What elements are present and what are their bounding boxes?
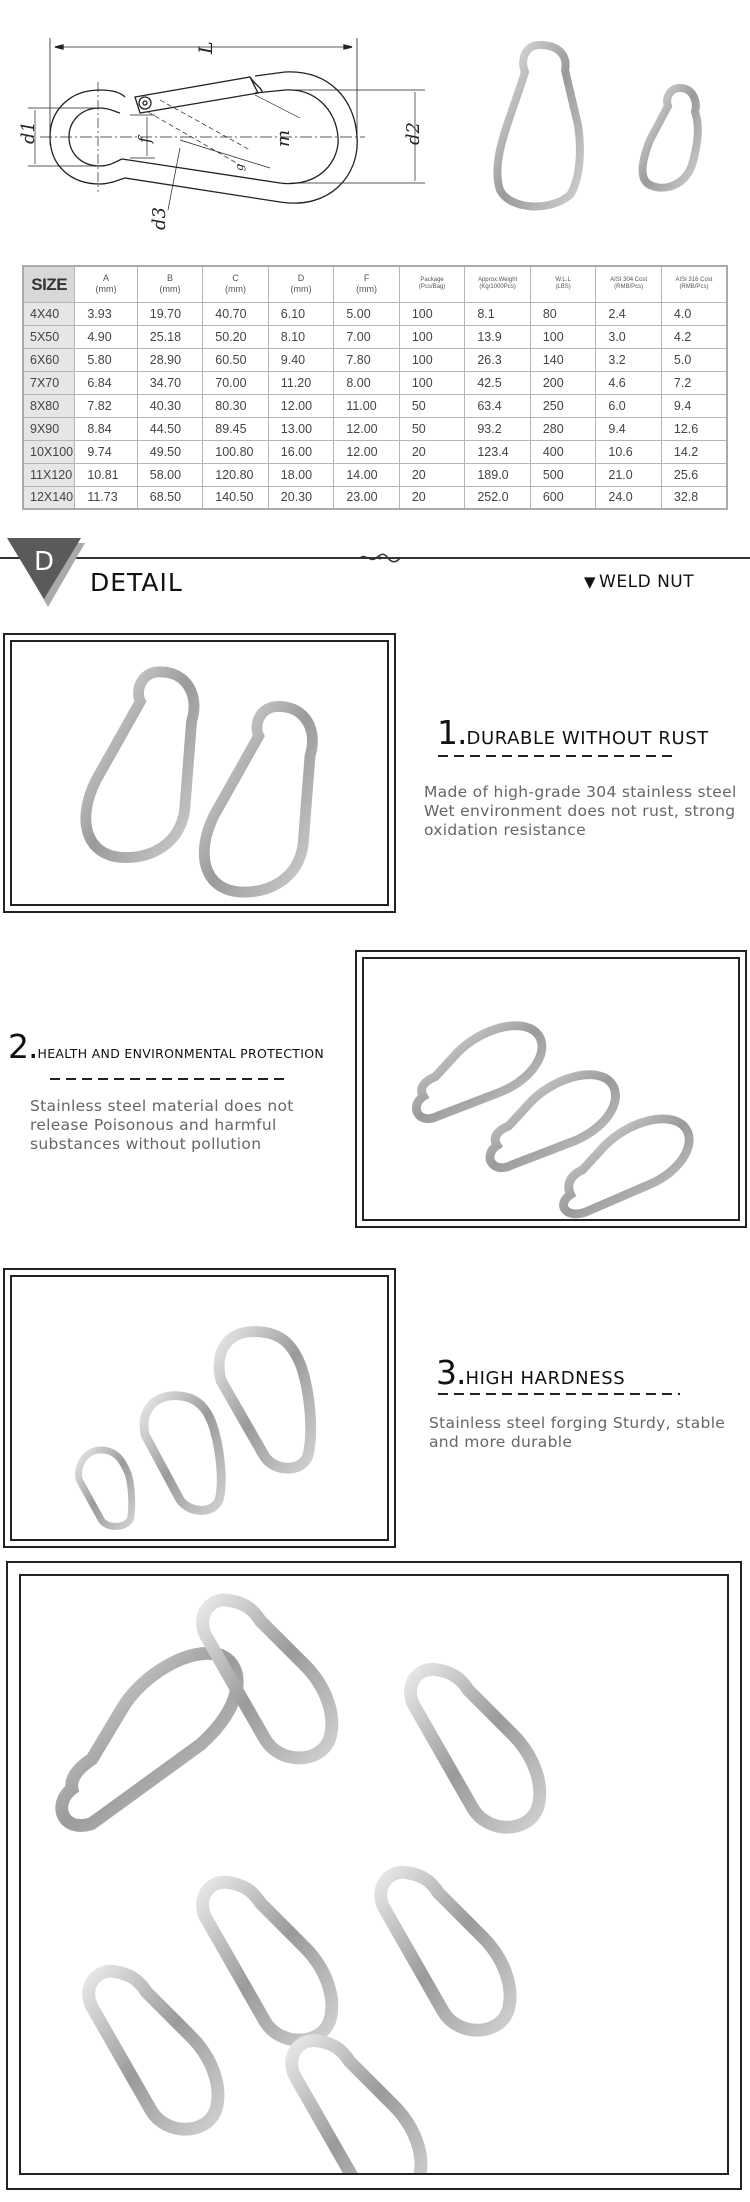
column-header-c: C (mm) (203, 266, 269, 302)
column-header-wll: W.L.L (LBS) (530, 266, 596, 302)
table-cell-D: 18.00 (268, 463, 334, 486)
table-cell-aisi316: 4.2 (661, 325, 727, 348)
table-cell-A: 8.84 (75, 417, 137, 440)
table-cell-package: 20 (399, 486, 465, 509)
product-photo-three-sizes (12, 1277, 387, 1539)
table-row (23, 371, 727, 394)
table-cell-wll: 200 (530, 371, 596, 394)
feature-description-2: Stainless steel material does not release Poisonous and harmful substances without pollution (30, 1097, 294, 1153)
feature-photo-frame-1 (3, 633, 396, 913)
svg-text:d1: d1 (18, 121, 39, 144)
table-cell-D: 16.00 (268, 440, 334, 463)
table-cell-size: 8X80 (23, 394, 75, 417)
ornament-flourish-icon (358, 550, 402, 564)
table-cell-C: 80.30 (203, 394, 269, 417)
svg-text:D: D (33, 547, 55, 577)
weld-nut-label: ▼ WELD NUT (584, 572, 695, 592)
table-cell-B: 19.70 (137, 302, 203, 325)
table-cell-aisi316: 32.8 (661, 486, 727, 509)
column-header-f: F (mm) (334, 266, 400, 302)
table-cell-C: 60.50 (203, 348, 269, 371)
table-cell-aisi316: 25.6 (661, 463, 727, 486)
triangle-down-icon: ▼ (584, 573, 597, 591)
table-cell-aisi304: 3.0 (596, 325, 662, 348)
table-cell-B: 44.50 (137, 417, 203, 440)
table-cell-package: 100 (399, 371, 465, 394)
table-cell-F: 11.00 (334, 394, 400, 417)
table-cell-wll: 500 (530, 463, 596, 486)
table-cell-D: 8.10 (268, 325, 334, 348)
table-header-row (23, 266, 727, 302)
table-cell-wll: 600 (530, 486, 596, 509)
table-cell-A: 7.82 (75, 394, 137, 417)
table-cell-wll: 100 (530, 325, 596, 348)
table-cell-A: 5.80 (75, 348, 137, 371)
table-cell-package: 100 (399, 348, 465, 371)
svg-text:d3: d3 (149, 207, 170, 230)
feature-photo-frame-3 (3, 1268, 396, 1548)
table-cell-weight: 123.4 (465, 440, 531, 463)
table-cell-D: 9.40 (268, 348, 334, 371)
dashed-underline (438, 1393, 680, 1395)
table-cell-weight: 93.2 (465, 417, 531, 440)
table-cell-aisi316: 12.6 (661, 417, 727, 440)
table-cell-D: 13.00 (268, 417, 334, 440)
table-cell-A: 9.74 (75, 440, 137, 463)
table-row (23, 463, 727, 486)
table-cell-size: 10X100 (23, 440, 75, 463)
table-cell-C: 120.80 (203, 463, 269, 486)
table-cell-A: 4.90 (75, 325, 137, 348)
table-cell-weight: 63.4 (465, 394, 531, 417)
table-cell-F: 12.00 (334, 417, 400, 440)
table-cell-aisi304: 3.2 (596, 348, 662, 371)
table-cell-F: 14.00 (334, 463, 400, 486)
column-header-b: B (mm) (137, 266, 203, 302)
feature-description-1: Made of high-grade 304 stainless steel Wet environment does not rust, strong oxidation resistance (424, 783, 737, 839)
table-row (23, 348, 727, 371)
table-cell-D: 6.10 (268, 302, 334, 325)
column-header-aisi304: AISI 304 Cost (RMB/Pcs) (596, 266, 662, 302)
product-photo-seven-carabiners (21, 1576, 727, 2173)
feature-title-2: 2.HEALTH AND ENVIRONMENTAL PROTECTION (8, 1027, 324, 1066)
table-cell-A: 3.93 (75, 302, 137, 325)
feature-title-3: 3.HIGH HARDNESS (436, 1353, 626, 1392)
feature-photo-frame-2 (355, 950, 747, 1228)
table-cell-F: 7.80 (334, 348, 400, 371)
table-cell-package: 100 (399, 325, 465, 348)
table-cell-size: 12X140 (23, 486, 75, 509)
table-cell-package: 100 (399, 302, 465, 325)
carabiner-diagram-icon (0, 0, 450, 250)
table-cell-B: 68.50 (137, 486, 203, 509)
table-cell-B: 40.30 (137, 394, 203, 417)
table-cell-B: 58.00 (137, 463, 203, 486)
table-cell-wll: 280 (530, 417, 596, 440)
table-cell-weight: 13.9 (465, 325, 531, 348)
table-cell-package: 20 (399, 440, 465, 463)
table-row (23, 417, 727, 440)
table-cell-aisi316: 7.2 (661, 371, 727, 394)
table-cell-aisi316: 9.4 (661, 394, 727, 417)
column-header-aisi316: AISI 316 Cost (RMB/Pcs) (661, 266, 727, 302)
table-cell-F: 7.00 (334, 325, 400, 348)
table-cell-size: 5X50 (23, 325, 75, 348)
column-header-weight: Approx.Weight (Kg/1000Pcs) (465, 266, 531, 302)
table-row (23, 325, 727, 348)
table-cell-weight: 189.0 (465, 463, 531, 486)
table-cell-weight: 42.5 (465, 371, 531, 394)
product-photo-three-carabiners (364, 959, 738, 1219)
table-row (23, 394, 727, 417)
table-cell-D: 12.00 (268, 394, 334, 417)
product-photo-two-carabiners (470, 30, 740, 220)
svg-text:d2: d2 (403, 122, 424, 145)
product-photo-frame-large (6, 1561, 742, 2190)
technical-drawing (0, 0, 450, 250)
table-cell-B: 49.50 (137, 440, 203, 463)
table-cell-aisi316: 14.2 (661, 440, 727, 463)
table-cell-weight: 252.0 (465, 486, 531, 509)
column-header-d: D (mm) (268, 266, 334, 302)
table-cell-weight: 26.3 (465, 348, 531, 371)
table-cell-C: 40.70 (203, 302, 269, 325)
table-cell-F: 5.00 (334, 302, 400, 325)
table-row (23, 440, 727, 463)
table-cell-aisi304: 2.4 (596, 302, 662, 325)
table-cell-A: 6.84 (75, 371, 137, 394)
section-title: DETAIL (90, 568, 183, 597)
table-cell-package: 20 (399, 463, 465, 486)
specification-table (22, 265, 728, 510)
section-badge (5, 537, 85, 607)
feature-title-1: 1.DURABLE WITHOUT RUST (437, 713, 709, 752)
table-cell-F: 12.00 (334, 440, 400, 463)
table-cell-aisi316: 4.0 (661, 302, 727, 325)
table-cell-C: 70.00 (203, 371, 269, 394)
table-cell-C: 89.45 (203, 417, 269, 440)
feature-description-3: Stainless steel forging Sturdy, stable and more durable (429, 1414, 726, 1451)
table-cell-F: 23.00 (334, 486, 400, 509)
column-header-size: SIZE (23, 266, 75, 302)
table-cell-B: 34.70 (137, 371, 203, 394)
table-cell-B: 25.18 (137, 325, 203, 348)
table-cell-wll: 400 (530, 440, 596, 463)
svg-text:g: g (233, 163, 246, 171)
table-cell-package: 50 (399, 394, 465, 417)
table-cell-aisi304: 24.0 (596, 486, 662, 509)
table-cell-aisi304: 10.6 (596, 440, 662, 463)
svg-text:f: f (135, 137, 154, 143)
table-cell-aisi316: 5.0 (661, 348, 727, 371)
table-cell-size: 4X40 (23, 302, 75, 325)
table-cell-aisi304: 6.0 (596, 394, 662, 417)
dashed-underline (438, 755, 678, 757)
product-photo-two-carabiners (12, 642, 387, 904)
table-row (23, 302, 727, 325)
dashed-underline (50, 1078, 290, 1080)
table-cell-B: 28.90 (137, 348, 203, 371)
table-cell-F: 8.00 (334, 371, 400, 394)
table-cell-wll: 250 (530, 394, 596, 417)
table-cell-A: 11.73 (75, 486, 137, 509)
table-cell-C: 140.50 (203, 486, 269, 509)
svg-text:m: m (273, 129, 294, 147)
table-cell-D: 11.20 (268, 371, 334, 394)
table-row (23, 486, 727, 509)
table-cell-aisi304: 21.0 (596, 463, 662, 486)
column-header-a: A (mm) (75, 266, 137, 302)
table-cell-size: 9X90 (23, 417, 75, 440)
table-cell-aisi304: 9.4 (596, 417, 662, 440)
column-header-package: Package (Pcs/Bag) (399, 266, 465, 302)
table-cell-package: 50 (399, 417, 465, 440)
table-cell-C: 50.20 (203, 325, 269, 348)
table-cell-wll: 80 (530, 302, 596, 325)
table-cell-weight: 8.1 (465, 302, 531, 325)
table-cell-A: 10.81 (75, 463, 137, 486)
table-cell-aisi304: 4.6 (596, 371, 662, 394)
table-cell-D: 20.30 (268, 486, 334, 509)
table-cell-size: 7X70 (23, 371, 75, 394)
table-cell-wll: 140 (530, 348, 596, 371)
svg-text:L: L (195, 41, 217, 54)
table-cell-size: 6X60 (23, 348, 75, 371)
table-cell-size: 11X120 (23, 463, 75, 486)
table-cell-C: 100.80 (203, 440, 269, 463)
